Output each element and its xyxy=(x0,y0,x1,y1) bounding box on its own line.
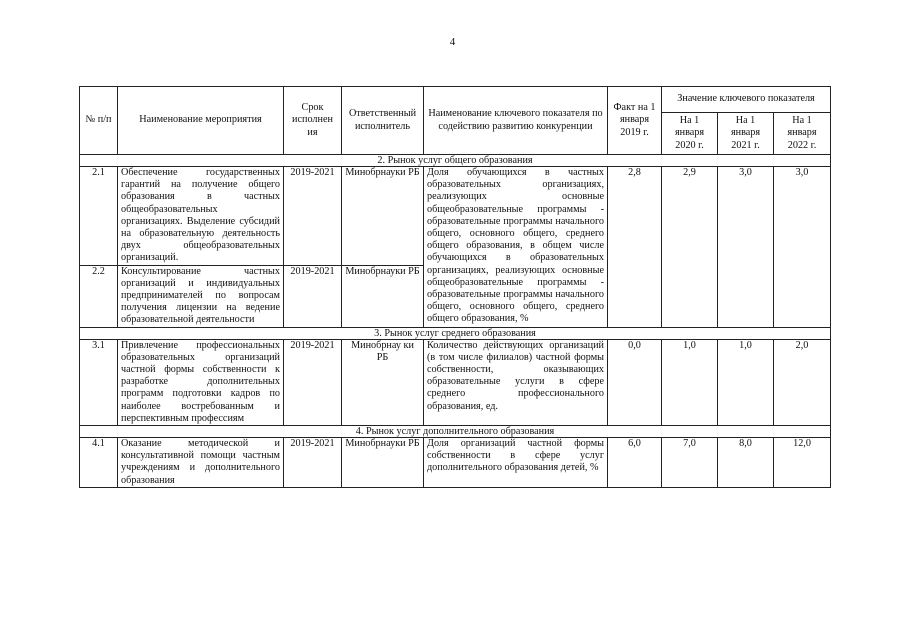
row-value-2022: 12,0 xyxy=(774,438,831,488)
row-fact: 6,0 xyxy=(608,438,662,488)
row-responsible: Минобрнау ки РБ xyxy=(342,339,424,425)
row-value-2022: 2,0 xyxy=(774,339,831,425)
row-deadline: 2019-2021 xyxy=(284,167,342,266)
row-fact: 0,0 xyxy=(608,339,662,425)
row-value-2020: 1,0 xyxy=(662,339,718,425)
row-num: 3.1 xyxy=(80,339,118,425)
row-event: Консультирование частных организаций и индивидуальных предпринимателей по вопросам получения лицензии на ведение образовательной деятельности xyxy=(118,265,284,327)
table-row xyxy=(80,438,831,488)
header-year-2021: На 1 января 2021 г. xyxy=(718,113,774,155)
row-indicator: Количество действующих организаций (в том числе филиалов) частной формы собственности, оказывающих образовательные услуги в сфере среднего профессионального образования, ед. xyxy=(424,339,608,425)
row-fact: 2,8 xyxy=(608,167,662,328)
row-value-2020: 7,0 xyxy=(662,438,718,488)
header-year-2022: На 1 января 2022 г. xyxy=(774,113,831,155)
row-indicator: Доля обучающихся в частных образовательных организациях, реализующих основные общеобразовательные программы - образовательные программы начального общего, основного общего, среднего общего образования, в общем числе обучающихся в образовательных организациях, реализующих основные общеобразовательные программы - образовательные программы начального общего, основного общего, среднего общего образования, % xyxy=(424,167,608,328)
row-value-2021: 8,0 xyxy=(718,438,774,488)
header-fact: Факт на 1 января 2019 г. xyxy=(608,87,662,155)
row-num: 2.2 xyxy=(80,265,118,327)
row-value-2022: 3,0 xyxy=(774,167,831,328)
header-deadline: Срок исполнен ия xyxy=(284,87,342,155)
row-deadline: 2019-2021 xyxy=(284,339,342,425)
row-event: Обеспечение государственных гарантий на получение общего образования в частных общеобразовательных организациях. Выделение субсидий на образовательную деятельность двух общеобразовательных организаций. xyxy=(118,167,284,266)
table-row xyxy=(80,167,831,266)
header-indicator: Наименование ключевого показателя по содействию развитию конкуренции xyxy=(424,87,608,155)
row-num: 4.1 xyxy=(80,438,118,488)
row-num: 2.1 xyxy=(80,167,118,266)
row-responsible: Минобрнауки РБ xyxy=(342,167,424,266)
header-responsible: Ответственный исполнитель xyxy=(342,87,424,155)
section-secondary-education: 3. Рынок услуг среднего образования xyxy=(80,327,831,339)
row-value-2021: 1,0 xyxy=(718,339,774,425)
row-responsible: Минобрнауки РБ xyxy=(342,265,424,327)
row-responsible: Минобрнауки РБ xyxy=(342,438,424,488)
header-num: № п/п xyxy=(80,87,118,155)
header-key-value: Значение ключевого показателя xyxy=(662,87,831,113)
header-event: Наименование мероприятия xyxy=(118,87,284,155)
section-general-education: 2. Рынок услуг общего образования xyxy=(80,155,831,167)
row-event: Привлечение профессиональных образовательных организаций частной формы собственности к разработке дополнительных программ подготовки кадров по наиболее востребованным и перспективным профессиям xyxy=(118,339,284,425)
header-year-2020: На 1 января 2020 г. xyxy=(662,113,718,155)
row-indicator: Доля организаций частной формы собственности в сфере услуг дополнительного образования детей, % xyxy=(424,438,608,488)
competition-roadmap-table xyxy=(79,86,831,488)
row-value-2021: 3,0 xyxy=(718,167,774,328)
table-row xyxy=(80,339,831,425)
section-additional-education: 4. Рынок услуг дополнительного образования xyxy=(80,426,831,438)
row-event: Оказание методической и консультативной помощи частным учреждениям и дополнительного образования xyxy=(118,438,284,488)
page-number: 4 xyxy=(449,36,456,48)
row-value-2020: 2,9 xyxy=(662,167,718,328)
row-deadline: 2019-2021 xyxy=(284,438,342,488)
row-deadline: 2019-2021 xyxy=(284,265,342,327)
